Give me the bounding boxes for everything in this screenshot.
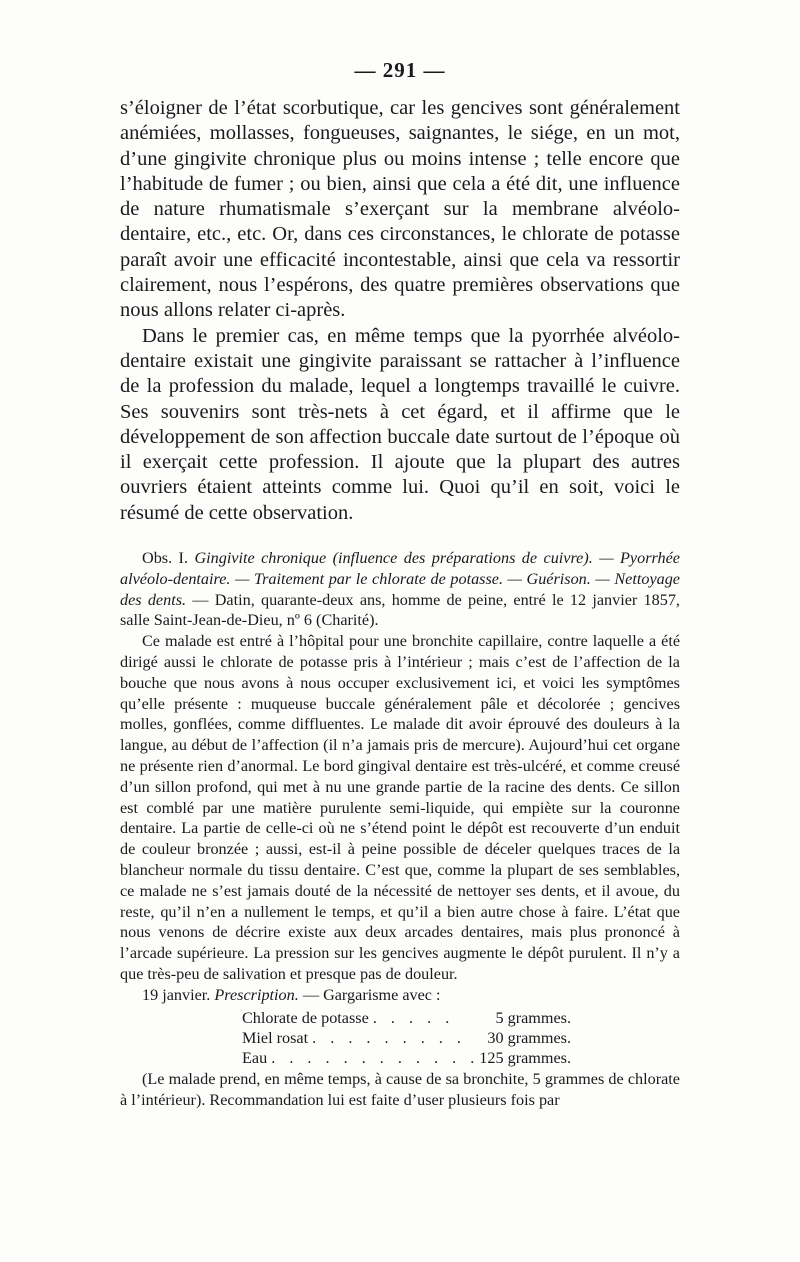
final-paragraph: (Le malade prend, en même temps, à cause de sa bronchite, 5 grammes de chlorate à l’intérieur). Recommandation lui est faite d’user plusieurs fois par: [120, 1069, 680, 1109]
observation: [120, 548, 680, 1110]
prescription-date: 19 janvier.: [142, 985, 211, 1004]
leader-dots: . . . . .: [372, 1008, 455, 1027]
ingredient-name: Miel rosat: [242, 1028, 309, 1047]
prescription-intro: — Gargarisme avec :: [298, 985, 441, 1004]
formula-table: [242, 1008, 571, 1069]
observation-label: Obs. I.: [142, 549, 188, 568]
formula-row: [242, 1008, 571, 1028]
ingredient-quantity: 30 grammes.: [487, 1028, 572, 1047]
formula-row: [242, 1048, 571, 1068]
leader-dots: . . . . . . . . . . . .: [271, 1049, 480, 1068]
paragraph: s’éloigner de l’état scorbutique, car les gencives sont généralement anémiées, mollasses, fongueuses, saignantes, le siége, en un mot, d’une gingivite chronique plus ou moins intense ; telle encore que l’habitude de fumer ; ou bien, ainsi que cela a été dit, une influence de nature rhumatismale s’exerçant sur la membrane alvéolo-dentaire, etc., etc. Or, dans ces circonstances, le chlorate de potasse paraît avoir une efficacité incontestable, ainsi que cela va ressortir clairement, nous l’espérons, des quatre premières observations que nous allons relater ci-après.: [120, 97, 680, 322]
ingredient-cell: [242, 1008, 479, 1028]
leader-dots: . . . . . . . . .: [312, 1028, 466, 1047]
text-block: [120, 96, 680, 1110]
observation-body: Ce malade est entré à l’hôpital pour une bronchite capillaire, contre laquelle a été dirigé aussi le chlorate de potasse pris à l’intérieur ; mais c’est de l’affection de la bouche que nous avons à nous occuper exclusivement ici, et voici les symptômes qu’elle présente : muqueuse buccale généralement pâle et décolorée ; gencives molles, gonflées, comme diffluentes. Le malade dit avoir éprouvé des douleurs à la langue, au début de l’affection (il n’a jamais pris de mercure). Aujourd’hui cet organe ne présente rien d’anormal. Le bord gingival dentaire est très-ulcéré, et comme creusé d’un sillon profond, qui met à nu une grande partie de la racine des dents. Ce sillon est comblé par une matière purulente semi-liquide, qui empiète sur la couronne dentaire. La partie de celle-ci où ne s’étend point le dépôt est recouverte d’un enduit de couleur bronzée ; aussi, est-il à peine possible de déceler quelques traces de la blancheur normale du tissu dentaire. C’est que, comme la plupart de ses semblables, ce malade ne s’est jamais douté de la nécessité de nettoyer ses dents, et il avoue, du reste, qu’il n’en a nullement le temps, et qu’il a bien autre chose à faire. L’état que nous venons de décrire existe aux deux arcades dentaires, mais plus prononcé à l’arcade supérieure. La pression sur les gencives augmente le dépôt purulent. Il n’y a que très-peu de salivation et presque pas de douleur.: [120, 632, 680, 983]
formula-row: [242, 1028, 571, 1048]
prescription-label: Prescription.: [214, 985, 299, 1004]
prescription-line: [120, 985, 680, 1006]
ingredient-quantity: 125 grammes.: [479, 1049, 572, 1068]
ingredient-cell: [242, 1028, 479, 1048]
observation-intro: — Datin, quarante-deux ans, homme de peine, entré le 12 janvier 1857, salle Saint-Jean-de-Dieu, nº 6 (Charité).: [120, 590, 680, 630]
paragraph: Dans le premier cas, en même temps que la pyorrhée alvéolo-dentaire existait une gingivite paraissant se rattacher à l’influence de la profession du malade, lequel a longtemps travaillé le cuivre. Ses souvenirs sont très-nets à cet égard, et il affirme que le développement de son affection buccale date surtout de l’époque où il exerçait cette profession. Il ajoute que la plupart des autres ouvriers étaient atteints comme lui. Quoi qu’il en soit, voici le résumé de cette observation.: [120, 324, 680, 524]
observation-title: Gingivite chronique (influence des préparations de cuivre). — Pyorrhée alvéolo-dentaire. — Traitement par le chlorate de potasse. — Guérison. — Nettoyage des dents.: [120, 549, 680, 609]
page-number: — 291 —: [354, 58, 446, 82]
ingredient-name: Chlorate de potasse: [242, 1008, 369, 1027]
ingredient-name: Eau: [242, 1049, 268, 1068]
ingredient-cell: [242, 1048, 479, 1068]
ingredient-quantity: 5 grammes.: [495, 1008, 572, 1027]
main-text: [120, 96, 680, 526]
observation-heading: [120, 548, 680, 631]
